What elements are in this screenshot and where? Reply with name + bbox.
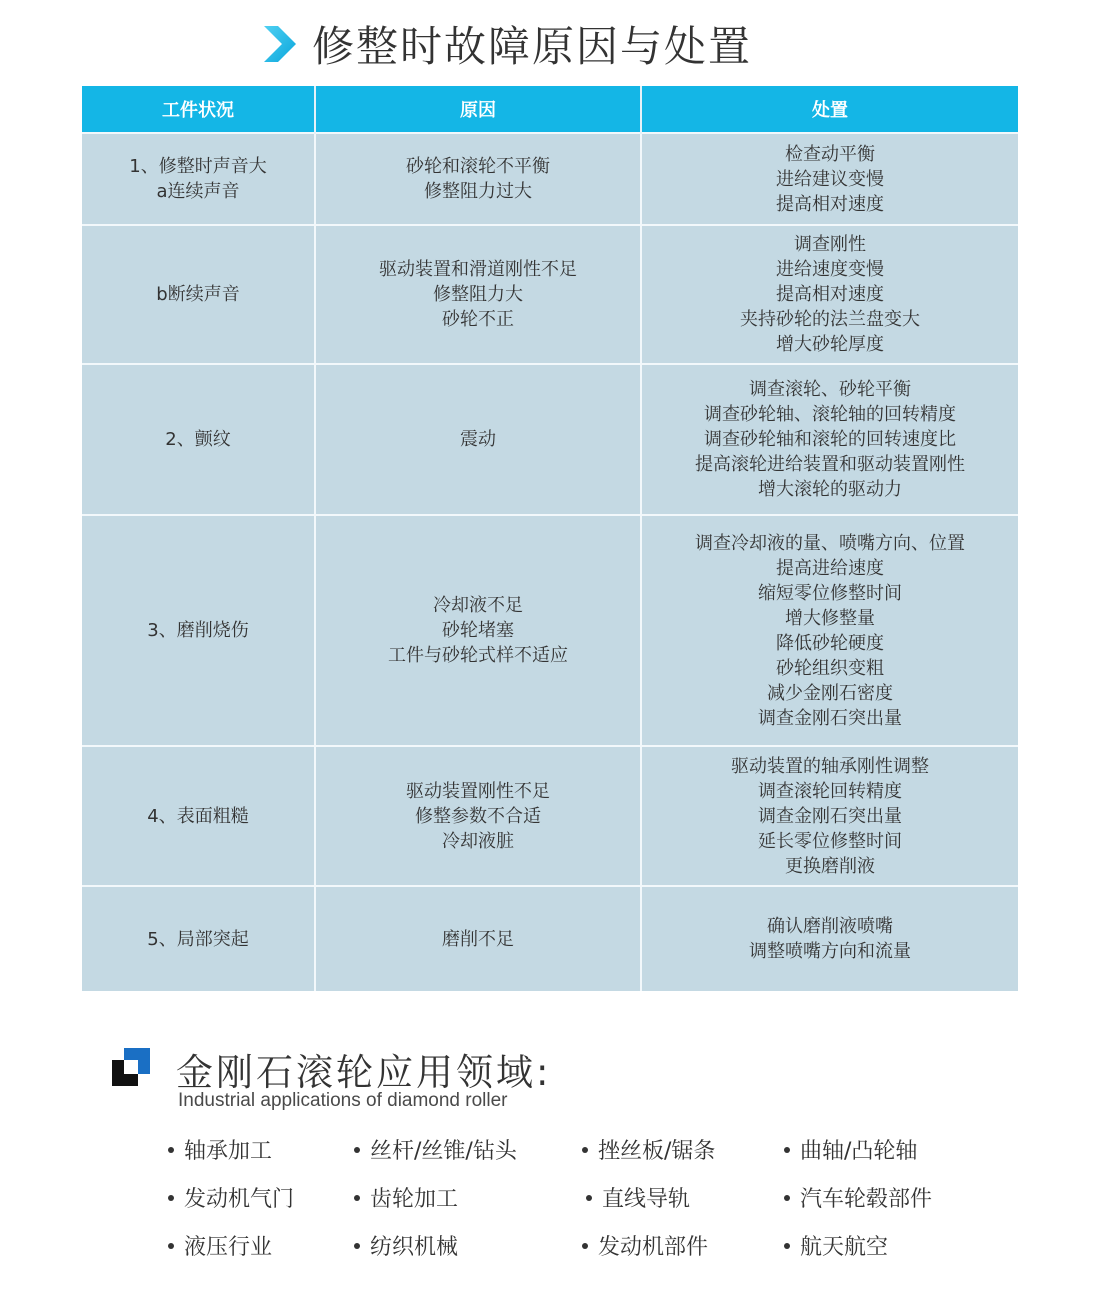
cell-line: 进给速度变慢 — [776, 259, 884, 280]
page-title: 修整时故障原因与处置 — [312, 22, 753, 71]
fault-table — [82, 86, 1018, 991]
bullet-icon — [784, 1147, 790, 1153]
bullet-icon — [586, 1195, 592, 1201]
application-label: 汽车轮毂部件 — [800, 1187, 933, 1212]
cell-line: 更换磨削液 — [785, 855, 875, 877]
cell-line: 确认磨削液喷嘴 — [767, 916, 893, 937]
cell-line: 冷却液不足 — [433, 595, 523, 616]
chevron-right-icon — [262, 24, 298, 64]
cause-cell — [315, 515, 641, 746]
bullet-icon — [168, 1147, 174, 1153]
cell-line: 4、表面粗糙 — [147, 805, 249, 827]
cell-line: 调查金刚石突出量 — [758, 707, 902, 729]
cell-line: 调查砂轮轴、滚轮轴的回转精度 — [704, 404, 956, 425]
application-label: 挫丝板/锯条 — [598, 1139, 716, 1164]
application-label: 发动机部件 — [598, 1235, 709, 1260]
action-cell — [641, 364, 1018, 515]
bullet-icon — [582, 1147, 588, 1153]
cell-line: 砂轮组织变粗 — [776, 657, 884, 679]
cell-line: b断续声音 — [156, 284, 240, 305]
cause-cell — [315, 133, 641, 225]
application-item — [582, 1134, 715, 1165]
cell-line: 增大滚轮的驱动力 — [758, 479, 902, 500]
cell-line: 磨削不足 — [442, 928, 514, 950]
action-cell — [641, 746, 1018, 886]
bullet-icon — [784, 1243, 790, 1249]
application-item — [168, 1134, 272, 1165]
applications-subtitle: Industrial applications of diamond roller — [178, 1090, 508, 1111]
cell-line: 检查动平衡 — [785, 143, 875, 165]
cell-line: 修整阻力大 — [433, 284, 523, 305]
cell-line: 提高进给速度 — [776, 557, 884, 579]
bullet-icon — [354, 1195, 360, 1201]
condition-cell — [82, 133, 315, 225]
cell-line: 驱动装置的轴承刚性调整 — [731, 755, 929, 777]
squares-icon — [112, 1048, 152, 1088]
cell-line: 降低砂轮硬度 — [776, 632, 884, 654]
table-row — [82, 515, 1018, 746]
cell-line: 3、磨削烧伤 — [147, 620, 249, 641]
bullet-icon — [784, 1195, 790, 1201]
cell-line: 调整喷嘴方向和流量 — [749, 941, 911, 962]
cell-line: 调查金刚石突出量 — [758, 805, 902, 827]
cell-line: 5、局部突起 — [147, 928, 249, 950]
application-item — [582, 1230, 708, 1261]
table-row — [82, 746, 1018, 886]
cell-line: 增大修整量 — [785, 607, 875, 629]
cell-line: 提高滚轮进给装置和驱动装置刚性 — [695, 454, 965, 475]
application-label: 航天航空 — [800, 1235, 889, 1260]
application-item — [354, 1182, 458, 1213]
application-label: 轴承加工 — [184, 1139, 273, 1164]
cell-line: 调查冷却液的量、喷嘴方向、位置 — [695, 532, 965, 554]
application-item — [586, 1182, 690, 1213]
table-row — [82, 364, 1018, 515]
bullet-icon — [582, 1243, 588, 1249]
bullet-icon — [354, 1147, 360, 1153]
cell-line: 砂轮堵塞 — [442, 620, 514, 641]
table-row — [82, 886, 1018, 991]
table-row — [82, 225, 1018, 364]
cell-line: 砂轮和滚轮不平衡 — [406, 156, 550, 177]
cause-cell — [315, 364, 641, 515]
cell-line: 缩短零位修整时间 — [758, 582, 902, 604]
cell-line: 2、颤纹 — [165, 429, 231, 450]
cell-line: 提高相对速度 — [776, 193, 884, 215]
application-label: 曲轴/凸轮轴 — [800, 1139, 918, 1164]
application-item — [168, 1182, 294, 1213]
bullet-icon — [168, 1243, 174, 1249]
table-header-row — [82, 86, 1018, 133]
cell-line: 减少金刚石密度 — [767, 682, 893, 704]
cause-cell — [315, 746, 641, 886]
condition-cell — [82, 886, 315, 991]
action-cell — [641, 225, 1018, 364]
cell-line: 修整参数不合适 — [415, 805, 541, 827]
cause-cell — [315, 225, 641, 364]
applications-list — [168, 1134, 1068, 1284]
application-label: 齿轮加工 — [370, 1187, 459, 1212]
application-label: 丝杆/丝锥/钻头 — [370, 1139, 517, 1164]
application-item — [784, 1230, 888, 1261]
cell-line: 驱动装置刚性不足 — [406, 780, 550, 802]
application-item — [354, 1134, 517, 1165]
condition-cell — [82, 515, 315, 746]
application-item — [784, 1134, 917, 1165]
cell-line: 提高相对速度 — [776, 284, 884, 305]
table-row — [82, 133, 1018, 225]
cell-line: 砂轮不正 — [442, 309, 514, 330]
cell-line: 1、修整时声音大 — [129, 156, 267, 177]
header-cause: 原因 — [315, 86, 641, 133]
condition-cell — [82, 746, 315, 886]
cell-line: 调查滚轮回转精度 — [758, 780, 902, 802]
cell-line: a连续声音 — [156, 181, 240, 202]
cell-line: 增大砂轮厚度 — [776, 334, 884, 355]
header-action: 处置 — [641, 86, 1018, 133]
action-cell — [641, 886, 1018, 991]
bullet-icon — [354, 1243, 360, 1249]
page-header — [262, 14, 752, 74]
condition-cell — [82, 225, 315, 364]
applications-title: 金刚石滚轮应用领域: — [176, 1051, 552, 1094]
cell-line: 调查刚性 — [794, 234, 866, 255]
cell-line: 驱动装置和滑道刚性不足 — [379, 259, 577, 280]
condition-cell — [82, 364, 315, 515]
cell-line: 调查滚轮、砂轮平衡 — [749, 379, 911, 400]
cause-cell — [315, 886, 641, 991]
header-condition: 工件状况 — [82, 86, 315, 133]
action-cell — [641, 515, 1018, 746]
cell-line: 夹持砂轮的法兰盘变大 — [740, 309, 920, 330]
application-item — [784, 1182, 932, 1213]
action-cell — [641, 133, 1018, 225]
cell-line: 进给建议变慢 — [776, 168, 884, 190]
application-item — [168, 1230, 272, 1261]
cell-line: 震动 — [460, 429, 496, 450]
application-label: 发动机气门 — [184, 1187, 295, 1212]
application-label: 纺织机械 — [370, 1235, 459, 1260]
bullet-icon — [168, 1195, 174, 1201]
cell-line: 工件与砂轮式样不适应 — [388, 645, 568, 666]
cell-line: 调查砂轮轴和滚轮的回转速度比 — [704, 429, 956, 450]
cell-line: 延长零位修整时间 — [758, 830, 902, 852]
cell-line: 修整阻力过大 — [424, 181, 532, 202]
application-item — [354, 1230, 458, 1261]
application-label: 直线导轨 — [602, 1187, 691, 1212]
application-label: 液压行业 — [184, 1235, 273, 1260]
cell-line: 冷却液脏 — [442, 830, 514, 852]
